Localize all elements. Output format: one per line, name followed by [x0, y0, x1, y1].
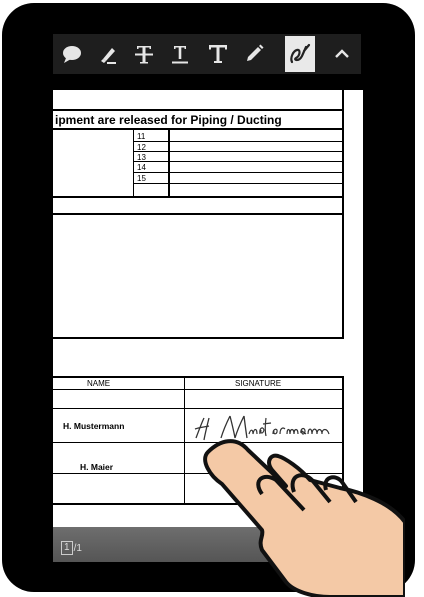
strikethrough-icon[interactable] — [129, 38, 159, 70]
table-rule — [53, 213, 344, 215]
table-rule — [53, 408, 344, 409]
chevron-up-icon[interactable] — [327, 38, 357, 70]
table-border — [342, 196, 344, 339]
table-border — [184, 376, 185, 504]
table-border — [133, 128, 134, 196]
table-border — [342, 128, 344, 196]
comment-icon[interactable] — [57, 38, 87, 70]
table-rule — [133, 141, 344, 142]
table-rule — [133, 183, 344, 184]
table-rule — [53, 337, 344, 339]
column-header-name: NAME — [87, 379, 111, 388]
pencil-icon[interactable] — [239, 38, 269, 70]
signer-name: H. Mustermann — [63, 421, 125, 431]
current-page: 1 — [61, 541, 73, 555]
highlighter-icon[interactable] — [93, 38, 123, 70]
table-border — [168, 128, 170, 196]
annotation-toolbar — [53, 34, 361, 74]
table-rule — [53, 109, 343, 111]
signature-icon[interactable] — [285, 36, 315, 72]
section-heading: ipment are released for Piping / Ducting — [55, 113, 282, 127]
table-rule — [53, 128, 343, 130]
text-icon[interactable] — [203, 38, 233, 70]
row-number: 15 — [137, 174, 146, 183]
table-rule — [53, 376, 344, 378]
column-header-signature: SIGNATURE — [235, 379, 282, 388]
table-rule — [133, 172, 344, 173]
table-rule — [53, 196, 344, 198]
page-count: /1 — [73, 542, 82, 554]
signer-name: H. Maier — [80, 462, 114, 472]
page-indicator[interactable] — [61, 541, 82, 555]
table-rule — [133, 161, 344, 162]
table-border — [342, 90, 344, 130]
row-number: 13 — [137, 153, 146, 162]
pointing-hand-icon — [190, 432, 405, 597]
row-number: 14 — [137, 163, 146, 172]
row-number: 12 — [137, 143, 146, 152]
underline-icon[interactable] — [165, 38, 195, 70]
row-number: 11 — [137, 132, 146, 141]
table-rule — [133, 151, 344, 152]
table-rule — [53, 389, 344, 390]
